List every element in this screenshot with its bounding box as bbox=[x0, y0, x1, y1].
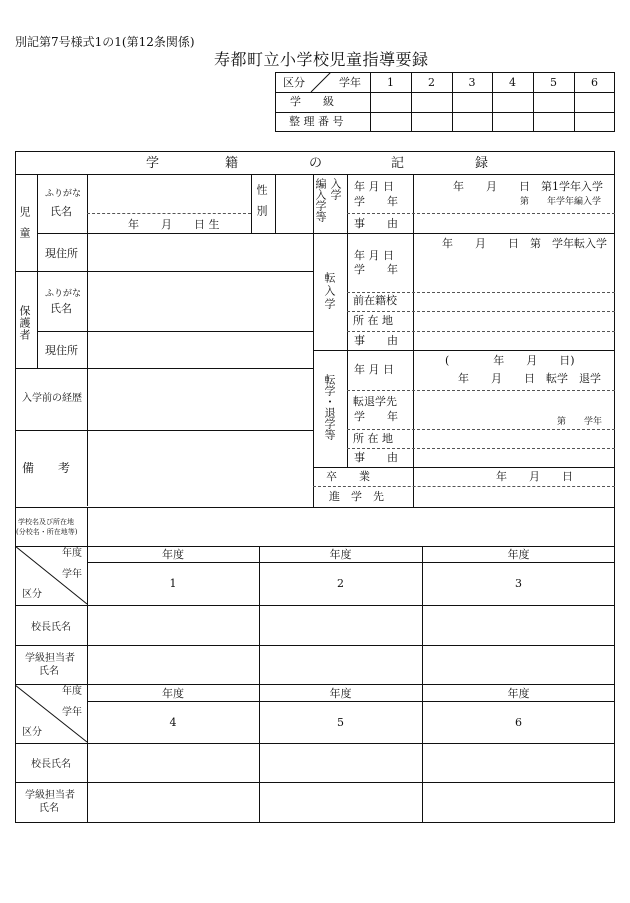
guardian-name-label: 氏名 bbox=[50, 302, 72, 315]
transfer-out-location-label: 所 在 地 bbox=[353, 432, 393, 445]
grade-6: 6 bbox=[591, 75, 598, 89]
next-school-label: 進 学 先 bbox=[329, 490, 384, 503]
entry-grade-label: 学 年 bbox=[354, 195, 398, 208]
entry-label-a: 入学 bbox=[329, 178, 342, 200]
transfer-out-label: 転学・退学等 bbox=[323, 374, 336, 440]
notes-label: 備 考 bbox=[22, 461, 71, 475]
entry-date-label: 年 月 日 bbox=[354, 180, 394, 193]
prev-school-label: 前在籍校 bbox=[353, 294, 397, 307]
form-reference: 別記第7号様式1の1(第12条関係) bbox=[15, 35, 195, 49]
transfer-out-grade-label: 学 年 bbox=[354, 410, 398, 423]
grade-3: 3 bbox=[468, 75, 476, 89]
transfer-out-grade-value: 第 学年 bbox=[557, 417, 603, 427]
grade-cell-1: 1 bbox=[169, 577, 177, 590]
guardian-group-label: 保護者 bbox=[18, 305, 31, 341]
principal-label-bottom: 校長氏名 bbox=[31, 759, 71, 770]
child-birth-label: 年 月 日 生 bbox=[128, 218, 220, 231]
grade-cell-4: 4 bbox=[169, 715, 177, 729]
gakunen-label-top: 学年 bbox=[62, 569, 82, 580]
pre-entry-label: 入学前の経歴 bbox=[22, 393, 82, 404]
guardian-furigana-label: ふりがな bbox=[45, 289, 82, 299]
nendo-label-top: 年度 bbox=[62, 548, 82, 559]
heading-char-4: 記 bbox=[391, 156, 405, 171]
child-name-label: 氏名 bbox=[50, 205, 72, 218]
transfer-dest-label: 転退学先 bbox=[353, 395, 397, 408]
grade-cell-6: 6 bbox=[515, 715, 522, 729]
child-furigana-label: ふりがな bbox=[45, 189, 82, 199]
entry-label-b: 編入学等 bbox=[314, 178, 327, 222]
entry-value-line2: 第 年学年編入学 bbox=[520, 197, 602, 207]
number-row-label: 整 理 番 号 bbox=[289, 115, 344, 128]
transfer-in-grade-label: 学 年 bbox=[354, 263, 398, 276]
principal-label-top: 校長氏名 bbox=[31, 621, 71, 633]
grade-5: 5 bbox=[550, 75, 557, 89]
heading-char-2: 籍 bbox=[225, 156, 239, 171]
grade-1: 1 bbox=[387, 75, 394, 89]
kubun-label-bottom: 区分 bbox=[22, 727, 42, 738]
transfer-in-location-label: 所 在 地 bbox=[353, 314, 393, 327]
nendo-label-bottom: 年度 bbox=[62, 686, 82, 697]
sex-label: 性別 bbox=[255, 184, 268, 226]
transfer-out-reason-label: 事 由 bbox=[354, 451, 398, 464]
graduation-label: 卒 業 bbox=[326, 470, 370, 483]
grade-cell-5: 5 bbox=[337, 715, 344, 729]
gakunen-label: 学年 bbox=[339, 76, 361, 89]
year-suffix-4: 年度 bbox=[162, 687, 184, 700]
teacher-label-bottom-2: 氏名 bbox=[39, 803, 59, 814]
grade-cell-2: 2 bbox=[337, 577, 344, 590]
school-name-label: 学校名及び所在地 bbox=[18, 518, 74, 526]
year-suffix-2: 年度 bbox=[329, 548, 352, 561]
transfer-out-value-line2: 年 月 日 転学 退学 bbox=[458, 372, 601, 385]
transfer-in-value: 年 月 日 第 学年転入学 bbox=[442, 237, 607, 250]
class-row-label: 学 級 bbox=[290, 95, 334, 108]
transfer-in-label: 転入学 bbox=[323, 272, 336, 311]
entry-reason-label: 事 由 bbox=[354, 217, 398, 230]
year-suffix-3: 年度 bbox=[507, 548, 530, 561]
transfer-out-value-line1: ( 年 月 日) bbox=[445, 354, 575, 367]
kubun-label-top: 区分 bbox=[22, 589, 42, 600]
grade-4: 4 bbox=[509, 75, 516, 89]
school-name-sub-label: (分校名・所在地等) bbox=[16, 528, 78, 536]
grade-2: 2 bbox=[428, 75, 435, 89]
heading-char-3: の bbox=[309, 156, 323, 171]
teacher-label-top-2: 氏名 bbox=[39, 666, 59, 677]
page-title: 寿都町立小学校児童指導要録 bbox=[214, 50, 429, 69]
heading-char-5: 録 bbox=[475, 156, 489, 171]
grade-cell-3: 3 bbox=[515, 577, 522, 590]
year-suffix-1: 年度 bbox=[162, 548, 184, 561]
kubun-label: 区分 bbox=[283, 76, 305, 89]
child-address-label: 現住所 bbox=[45, 247, 78, 260]
child-group-label: 児童 bbox=[18, 206, 31, 248]
entry-value-line1: 年 月 日 第1学年入学 bbox=[453, 180, 603, 193]
graduation-value: 年 月 日 bbox=[496, 470, 573, 483]
year-suffix-6: 年度 bbox=[507, 687, 530, 700]
transfer-in-reason-label: 事 由 bbox=[354, 334, 398, 347]
year-suffix-5: 年度 bbox=[329, 687, 352, 700]
transfer-in-date-label: 年 月 日 bbox=[354, 249, 394, 262]
teacher-label-top-1: 学級担当者 bbox=[25, 653, 75, 664]
teacher-label-bottom-1: 学級担当者 bbox=[25, 790, 75, 801]
transfer-out-date-label: 年 月 日 bbox=[354, 363, 394, 376]
guardian-address-label: 現住所 bbox=[45, 344, 78, 357]
gakunen-label-bottom: 学年 bbox=[62, 707, 82, 718]
heading-char-1: 学 bbox=[146, 156, 160, 171]
